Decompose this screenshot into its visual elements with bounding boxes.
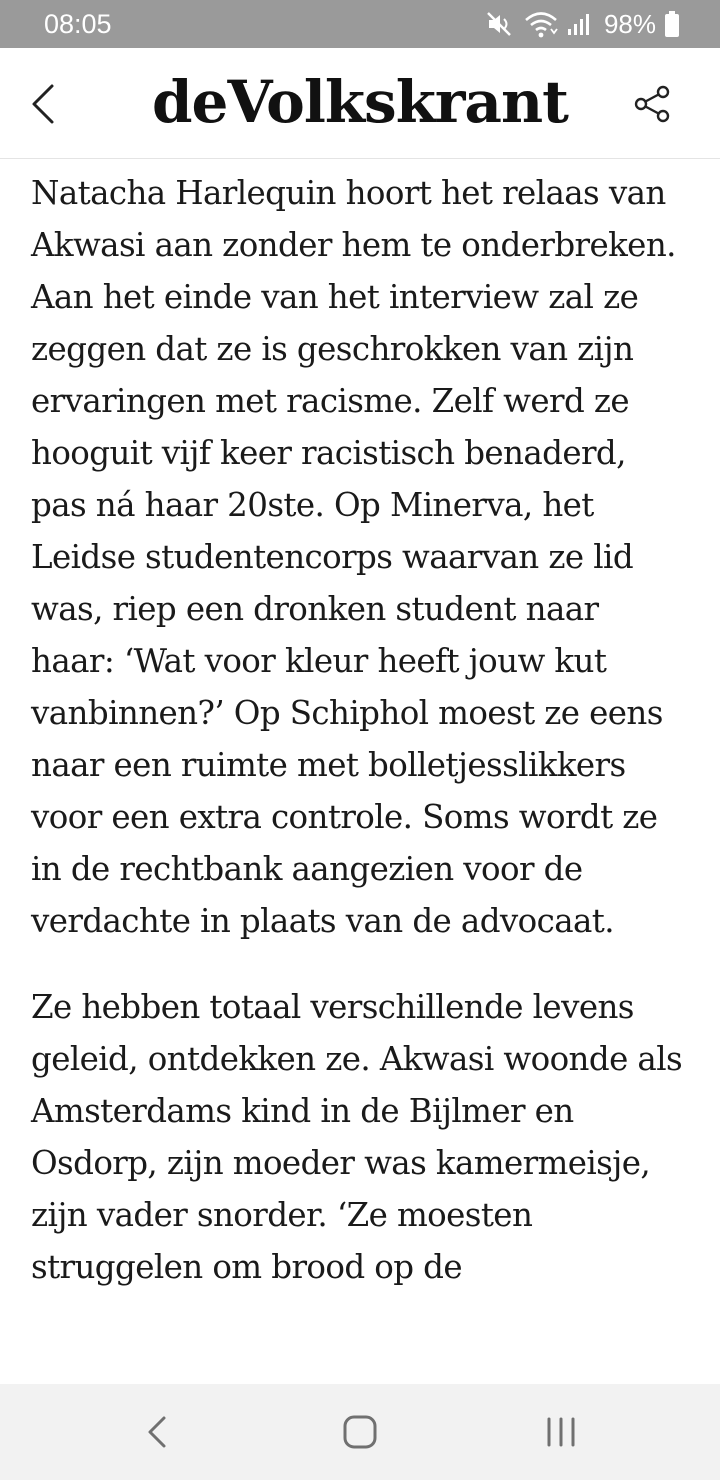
status-icons: [486, 8, 680, 40]
article-paragraph-2: Ze hebben totaal verschillende levens geleid, ontdekken ze. Akwasi woonde als Amsterdams kind in de Bijlmer en Osdorp, zijn moeder was kamermeisje, zijn vader snorder. ‘Ze moesten struggelen om brood op de: [31, 988, 683, 1286]
nav-recents-button[interactable]: [537, 1412, 585, 1452]
nav-back-icon: [134, 1412, 182, 1452]
status-time: 08:05: [44, 9, 112, 39]
status-bar: [0, 0, 720, 48]
share-button[interactable]: [632, 84, 672, 124]
signal-icon: [566, 11, 592, 37]
battery-percentage: 98%: [603, 9, 656, 39]
app-header: [0, 48, 720, 159]
brand-logo[interactable]: deVolkskrant: [152, 68, 568, 136]
nav-home-icon: [336, 1412, 384, 1452]
share-icon: [632, 84, 672, 124]
article-paragraph-1: Natacha Harlequin hoort het relaas van Akwasi aan zonder hem te onderbreken. Aan het einde van het interview zal ze zeggen dat ze is geschrokken van zijn ervaringen met racisme. Zelf werd ze hooguit vijf keer racistisch benaderd, pas ná haar 20ste. Op Minerva, het Leidse studentencorps waarvan ze lid was, riep een dronken student naar haar: ‘Wat voor kleur heeft jouw kut vanbinnen?’ Op Schiphol moest ze eens naar een ruimte met bolletjesslikkers voor een extra controle. Soms wordt ze in de rechtbank aangezien voor de verdachte in plaats van de advocaat.: [31, 174, 676, 940]
nav-back-button[interactable]: [134, 1412, 182, 1452]
mute-icon: [486, 11, 516, 37]
nav-home-button[interactable]: [336, 1412, 384, 1452]
navigation-bar: [0, 1384, 720, 1480]
nav-recents-icon: [537, 1412, 585, 1452]
battery-icon: [664, 10, 680, 38]
wifi-icon: [524, 10, 558, 38]
article-body[interactable]: [0, 159, 720, 1384]
